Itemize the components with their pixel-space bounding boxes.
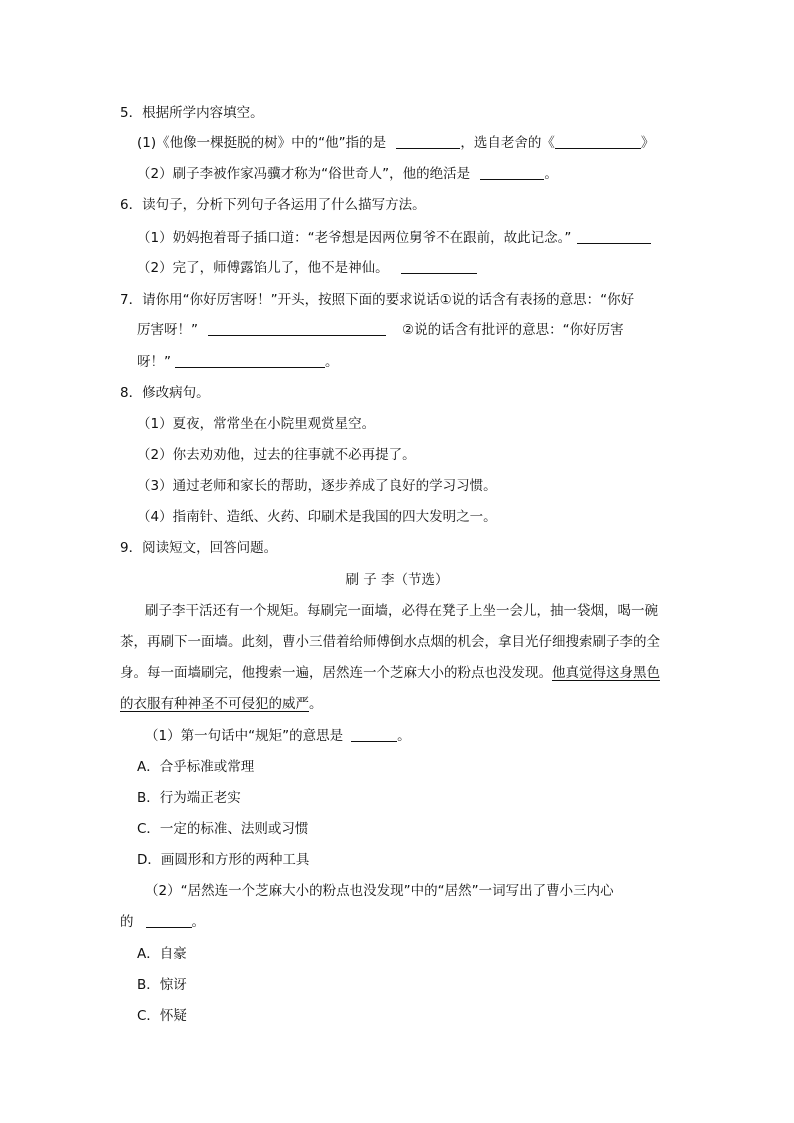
- q5-title: 5．根据所学内容填空。: [120, 105, 264, 121]
- q5-sub2-text-a: （2）刷子李被作家冯骥才称为“俗世奇人”，他的绝活是: [137, 166, 471, 182]
- q7-line-3-text-b: 。: [325, 354, 339, 370]
- q5-sub2-text-b: 。: [544, 166, 558, 182]
- q9-sub2-stem-line-2: [120, 912, 205, 932]
- passage-line-1: 刷子李干活还有一个规矩。每刷完一面墙，必得在凳子上坐一会儿，抽一袋烟，喝一碗: [145, 603, 658, 619]
- q5-sub2: [137, 164, 558, 184]
- passage-underlined-sentence-end: 的衣服有种神圣不可侵犯的威严: [120, 696, 309, 712]
- q9-sub2-stem-end: 。: [191, 914, 205, 930]
- q7-line-2: [137, 320, 624, 340]
- q5-sub1-text-b: ，选自老舍的《: [460, 135, 555, 151]
- q7-line-2-text-b: ②说的话含有批评的意思：“你好厉害: [402, 322, 624, 338]
- q9-sub1-option-a[interactable]: A．合乎标准或常理: [137, 759, 255, 775]
- q7-line-3: [137, 352, 339, 372]
- q7-line-1: 7．请你用“你好厉害呀！”开头，按照下面的要求说话①说的话含有表扬的意思：“你好: [120, 292, 635, 308]
- q6-sub1-blank[interactable]: [577, 229, 651, 244]
- q6-sub1-text: （1）奶妈抱着哥子插口道：“老爷想是因两位舅爷不在跟前，故此记念。”: [137, 230, 572, 246]
- passage-title: 刷 子 李（节选）: [345, 572, 449, 588]
- q6-title: 6．读句子，分析下列句子各运用了什么描写方法。: [120, 197, 426, 213]
- q8-sub1: （1）夏夜，常常坐在小院里观赏星空。: [137, 416, 376, 432]
- q5-sub1-text-c: 》: [640, 135, 655, 151]
- passage-line-3: [120, 663, 660, 683]
- q9-sub2-option-a[interactable]: A．自豪: [137, 946, 187, 962]
- q9-sub1-option-c[interactable]: C．一定的标准、法则或习惯: [137, 821, 309, 837]
- q9-sub1-stem: [145, 726, 411, 746]
- q5-sub1-text-a: (1)《他像一棵挺脱的树》中的“他”指的是: [137, 135, 387, 151]
- q5-sub1: [137, 133, 654, 153]
- q6-sub2-blank[interactable]: [401, 259, 477, 274]
- q9-sub2-stem-text: 的: [120, 914, 134, 930]
- q9-sub1-stem-text: （1）第一句话中“规矩”的意思是: [145, 728, 344, 744]
- q8-sub2: （2）你去劝劝他，过去的往事就不必再提了。: [137, 447, 416, 463]
- q5-sub1-blank-1[interactable]: [396, 134, 460, 149]
- passage-line-4-end: 。: [309, 696, 323, 712]
- q9-sub2-option-c[interactable]: C．怀疑: [137, 1008, 187, 1024]
- q7-blank-2[interactable]: [175, 353, 325, 368]
- passage-line-4: [120, 694, 323, 714]
- q6-sub2: [137, 258, 477, 278]
- q9-sub1-blank[interactable]: [351, 727, 397, 742]
- q5-sub1-blank-2[interactable]: [555, 134, 641, 149]
- q6-sub1: [137, 228, 651, 248]
- q6-sub2-text: （2）完了，师傅露馅儿了，他不是神仙。: [137, 260, 389, 276]
- q9-sub1-stem-end: 。: [397, 728, 411, 744]
- q9-sub2-stem-line-1: （2）“居然连一个芝麻大小的粉点也没发现”中的“居然”一词写出了曹小三内心: [145, 883, 614, 899]
- q8-sub3: （3）通过老师和家长的帮助，逐步养成了良好的学习习惯。: [137, 478, 497, 494]
- passage-line-3-text: 身。每一面墙刷完，他搜索一遍，居然连一个芝麻大小的粉点也没发现。: [120, 665, 552, 681]
- q9-sub2-blank[interactable]: [146, 913, 192, 928]
- q7-line-2-text-a: 厉害呀！”: [137, 322, 198, 338]
- q7-blank-1[interactable]: [208, 321, 386, 336]
- passage-line-2: 茶，再刷下一面墙。此刻，曹小三借着给师傅倒水点烟的机会，拿目光仔细搜索刷子李的全: [120, 634, 660, 650]
- q9-title: 9．阅读短文，回答问题。: [120, 540, 278, 556]
- q8-sub4: （4）指南针、造纸、火药、印刷术是我国的四大发明之一。: [137, 509, 497, 525]
- q9-sub2-option-b[interactable]: B．惊讶: [137, 977, 187, 993]
- q7-line-3-text-a: 呀！”: [137, 354, 171, 370]
- q5-sub2-blank[interactable]: [480, 165, 544, 180]
- passage-underlined-sentence-start: 他真觉得这身黑色: [552, 665, 660, 681]
- q8-title: 8．修改病句。: [120, 385, 210, 401]
- q9-sub1-option-b[interactable]: B．行为端正老实: [137, 790, 241, 806]
- q9-sub1-option-d[interactable]: D．画圆形和方形的两种工具: [137, 852, 310, 868]
